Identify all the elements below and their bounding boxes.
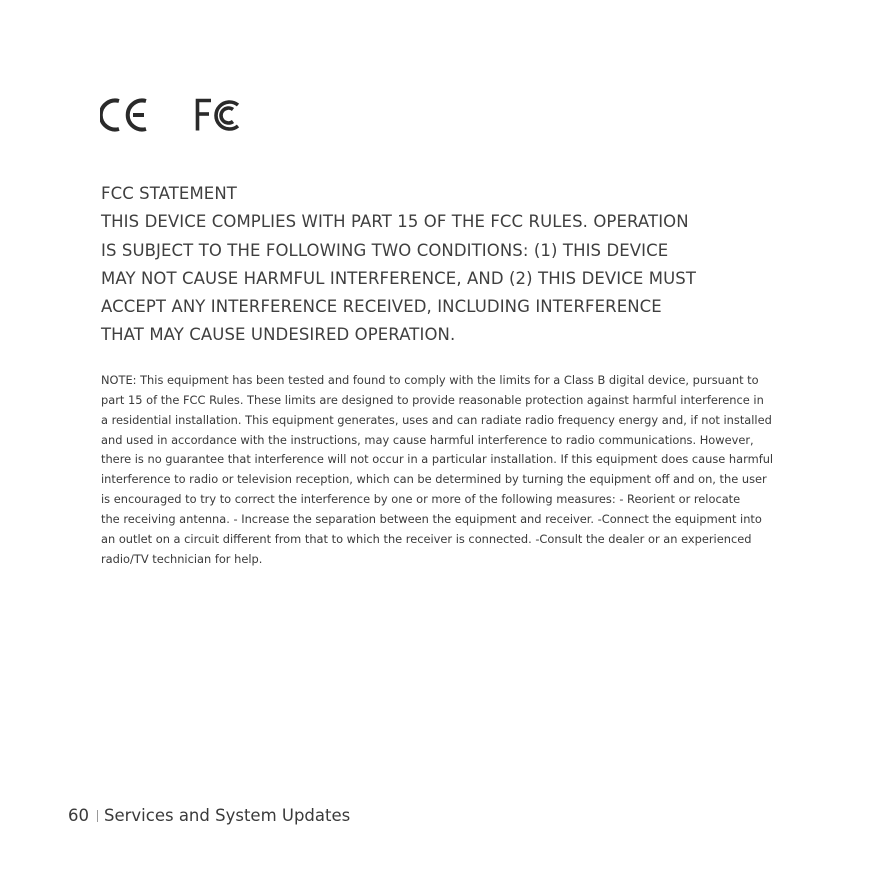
- footer-divider: [97, 810, 98, 822]
- note-line: a residential installation. This equipment generates, uses and can radiate radio frequency energy and, if not installed: [101, 412, 772, 427]
- note-line: is encouraged to try to correct the interference by one or more of the following measures: - Reorient or relocate: [101, 492, 741, 507]
- fcc-statement-section: [101, 180, 821, 570]
- fcc-statement: [101, 180, 821, 350]
- note-line: an outlet on a circuit different from that to which the receiver is connected. -Consult the dealer or an experienced: [101, 532, 752, 547]
- note-line: interference to radio or television reception, which can be determined by turning the equipment off and on, the user: [101, 472, 767, 487]
- page-footer: [68, 806, 350, 825]
- statement-line: THAT MAY CAUSE UNDESIRED OPERATION.: [101, 325, 456, 345]
- note-line: radio/TV technician for help.: [101, 551, 263, 566]
- statement-heading: FCC STATEMENT: [101, 184, 237, 203]
- note-line: part 15 of the FCC Rules. These limits are designed to provide reasonable protection against harmful interference in: [101, 392, 764, 407]
- statement-line: THIS DEVICE COMPLIES WITH PART 15 OF THE FCC RULES. OPERATION: [101, 212, 689, 232]
- page-number: 60: [68, 806, 89, 825]
- certification-logos: [100, 96, 250, 136]
- statement-line: IS SUBJECT TO THE FOLLOWING TWO CONDITIONS: (1) THIS DEVICE: [101, 240, 669, 260]
- fcc-note-paragraph: [101, 371, 821, 570]
- note-line: and used in accordance with the instructions, may cause harmful interference to radio communications. However,: [101, 432, 754, 447]
- ce-mark-icon: [101, 101, 146, 130]
- statement-line: MAY NOT CAUSE HARMFUL INTERFERENCE, AND (2) THIS DEVICE MUST: [101, 268, 697, 288]
- statement-line: ACCEPT ANY INTERFERENCE RECEIVED, INCLUDING INTERFERENCE: [101, 297, 662, 317]
- note-line: the receiving antenna. - Increase the separation between the equipment and receiver. -Connect the equipment into: [101, 512, 762, 527]
- section-title: Services and System Updates: [104, 806, 351, 825]
- fcc-mark-icon: [198, 101, 239, 131]
- note-line: NOTE: This equipment has been tested and found to comply with the limits for a Class B digital device, pursuant to: [101, 372, 759, 387]
- ce-fcc-logo-icon: [100, 96, 250, 136]
- note-line: there is no guarantee that interference will not occur in a particular installation. If this equipment does cause harmful: [101, 452, 774, 467]
